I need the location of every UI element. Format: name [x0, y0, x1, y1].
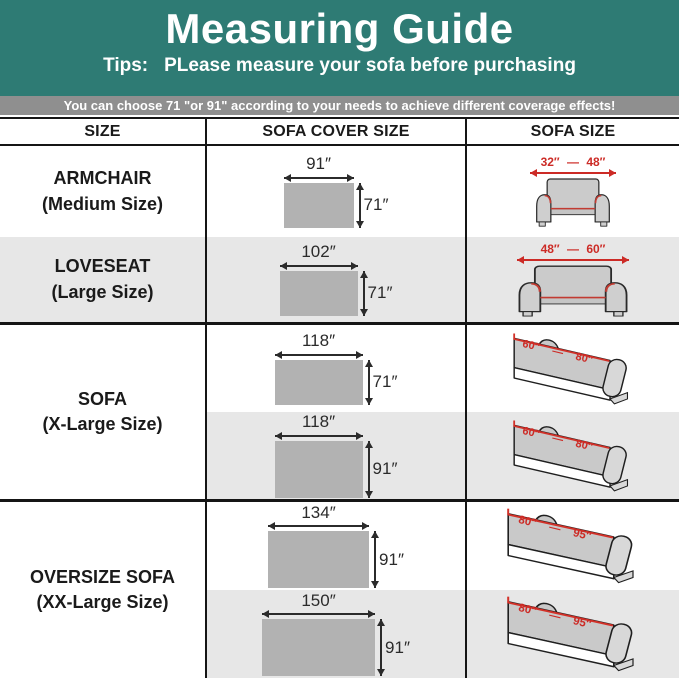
cover-subrow: [207, 590, 465, 678]
sofa-width-range-label: 32″ — 48″: [540, 155, 606, 169]
cover-rectangle: [268, 531, 369, 588]
sofa-subrow: [467, 590, 679, 678]
height-arrow: [359, 183, 361, 228]
cover-dimensions: [280, 243, 393, 316]
cover-rectangle: [262, 619, 375, 676]
column-header-sofa-cover-size: SOFA COVER SIZE: [205, 119, 467, 144]
table-row-armchair: [0, 146, 679, 237]
page-title: Measuring Guide: [165, 5, 514, 52]
cover-height-label: 91″: [379, 549, 404, 569]
cover-width-label: 102″: [301, 242, 336, 262]
sofa-width-range-label: 80″ — 95″: [517, 602, 593, 632]
sofa-subrow: [467, 502, 679, 590]
banner-text: You can choose 71 "or 91" according to your needs to achieve different coverage effects!: [63, 98, 616, 113]
size-name: SOFA: [77, 388, 127, 409]
width-arrow: [268, 525, 369, 527]
tips-text: PLease measure your sofa before purchasing: [164, 55, 576, 77]
cover-height-label: 71″: [372, 372, 398, 391]
table-row-loveseat: [0, 237, 679, 325]
cover-width-label: 134″: [301, 502, 336, 522]
cover-height-label: 71″: [363, 195, 389, 214]
sofa-width-range-label: 48″ — 60″: [540, 241, 606, 256]
sofa-width-range-label: 60″ — 80″: [521, 424, 595, 454]
sofa-back-illustration: [504, 330, 642, 408]
table-header-row: [0, 117, 679, 146]
cover-rectangle: [275, 441, 363, 498]
cover-width-label: 118″: [301, 412, 336, 432]
cover-width-label: 150″: [301, 590, 336, 610]
oversize-sofa-back-illustration: [497, 593, 649, 675]
hero-header: [0, 0, 679, 96]
sofa-subrow: [467, 325, 679, 412]
loveseat-front-illustration: [514, 242, 632, 318]
height-arrow: [363, 271, 365, 316]
size-name: ARMCHAIR: [53, 168, 152, 189]
size-name: OVERSIZE SOFA: [29, 566, 176, 587]
cover-height-label: 71″: [367, 283, 393, 302]
cover-size-cell: [205, 502, 467, 678]
size-class: (Large Size): [51, 281, 154, 302]
size-class: (Medium Size): [41, 193, 163, 214]
sofa-size-cell: [467, 502, 679, 678]
height-arrow: [380, 619, 382, 676]
width-arrow: [275, 435, 363, 437]
width-arrow: [275, 354, 363, 356]
cover-rectangle: [284, 183, 354, 228]
red-range-arrow: [530, 172, 616, 174]
cover-height-label: 91″: [385, 637, 410, 657]
column-header-size: SIZE: [84, 122, 121, 140]
oversize-sofa-back-illustration: [497, 505, 649, 587]
armchair-front-icon: [533, 176, 613, 228]
cover-subrow: [207, 325, 465, 412]
cover-height-label: 91″: [372, 459, 398, 478]
armchair-front-illustration: [530, 155, 616, 228]
cover-rectangle: [280, 271, 358, 316]
sofa-size-cell: [467, 237, 679, 322]
cover-width-label: 91″: [306, 154, 331, 174]
cover-size-cell: [205, 237, 467, 322]
sofa-width-range-label: 60″ — 80″: [521, 337, 595, 367]
cover-rectangle: [275, 360, 363, 405]
column-header-sofa-size: SOFA SIZE: [530, 122, 616, 140]
cover-size-cell: [205, 146, 467, 237]
sofa-size-cell: [467, 325, 679, 499]
loveseat-front-icon: [514, 263, 632, 318]
size-label-sofa: [0, 325, 205, 499]
sofa-back-illustration: [504, 417, 642, 495]
sofa-subrow: [467, 412, 679, 499]
tips-label: Tips:: [103, 55, 149, 77]
sofa-size-cell: [467, 146, 679, 237]
cover-dimensions: [284, 155, 389, 228]
size-class: (XX-Large Size): [36, 592, 169, 612]
cover-subrow: [207, 502, 465, 590]
size-label-oversize-sofa: [0, 502, 205, 678]
height-arrow: [374, 531, 376, 588]
height-arrow: [368, 360, 370, 405]
size-label-loveseat: [0, 237, 205, 322]
tips-line: [0, 55, 679, 77]
size-name: LOVESEAT: [54, 256, 151, 277]
table-row-sofa: [0, 325, 679, 502]
width-arrow: [280, 265, 358, 267]
size-class: (X-Large Size): [42, 414, 163, 434]
red-range-arrow: [517, 259, 629, 261]
cover-size-cell: [205, 325, 467, 499]
coverage-banner: [0, 96, 679, 115]
size-label-armchair: [0, 146, 205, 237]
width-arrow: [262, 613, 375, 615]
cover-width-label: 118″: [301, 331, 336, 351]
width-arrow: [284, 177, 354, 179]
height-arrow: [368, 441, 370, 498]
cover-subrow: [207, 412, 465, 499]
sofa-width-range-label: 80″ — 95″: [517, 514, 593, 544]
table-row-oversize-sofa: [0, 502, 679, 678]
